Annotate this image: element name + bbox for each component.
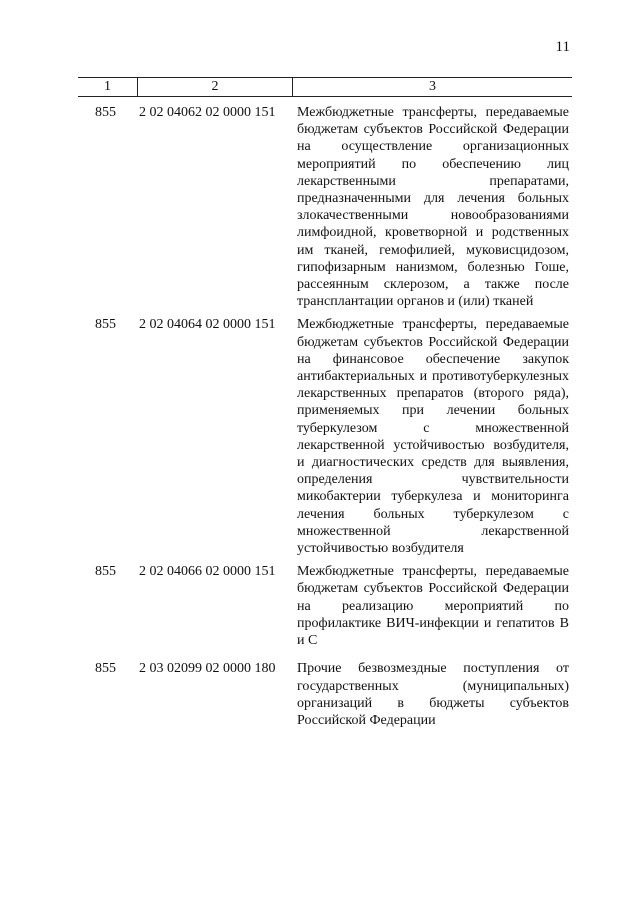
admin-code-cell: 855 (95, 317, 116, 333)
admin-code-cell: 855 (95, 661, 116, 677)
description-cell: Межбюджетные трансферты, передаваемые бюджетам субъектов Российской Федерации на осуществление организационных мероприятий по обеспечению лиц лекарственными препаратами, предназначенными для лечения больных злокачественными новообразованиями лимфоидной, кроветворной и родственных им тканей, гемофилией, муковисцидозом, гипофизарным нанизмом, болезнью Гоше, рассеянным склерозом, а также после трансплантации органов и (или) тканей (297, 105, 569, 310)
admin-code-cell: 855 (95, 105, 116, 120)
budget-code-cell: 2 02 04066 02 0000 151 (139, 564, 276, 580)
header-column-2: 2 (138, 78, 293, 96)
description-cell: Межбюджетные трансферты, передаваемые бюджетам субъектов Российской Федерации на реализацию мероприятий по профилактике ВИЧ-инфекции и гепатитов В и С (297, 564, 569, 649)
page-number: 11 (555, 39, 570, 55)
table-row (78, 316, 572, 557)
budget-code-cell: 2 03 02099 02 0000 180 (139, 661, 276, 677)
budget-code-cell: 2 02 04064 02 0000 151 (139, 317, 276, 333)
header-column-1: 1 (78, 78, 138, 96)
table-body (78, 104, 572, 729)
table-row (78, 660, 572, 729)
admin-code-cell: 855 (95, 564, 116, 580)
description-cell: Межбюджетные трансферты, передаваемые бюджетам субъектов Российской Федерации на финансовое обеспечение закупок антибактериальных и противотуберкулезных лекарственных препаратов (второго ряда), применяемых при лечении больных туберкулезом с множественной лекарственной устойчивостью возбудителя, и диагностических средств для выявления, определения чувствительности микобактерии туберкулеза и мониторинга лечения больных туберкулезом с множественной лекарственной устойчивостью возбудителя (297, 317, 569, 557)
table-row (78, 563, 572, 649)
table-header (78, 77, 572, 97)
description-cell: Прочие безвозмездные поступления от государственных (муниципальных) организаций в бюджеты субъектов Российской Федерации (297, 661, 569, 728)
header-column-3: 3 (429, 79, 436, 94)
table-row (78, 104, 572, 310)
budget-code-cell: 2 02 04062 02 0000 151 (139, 105, 276, 120)
